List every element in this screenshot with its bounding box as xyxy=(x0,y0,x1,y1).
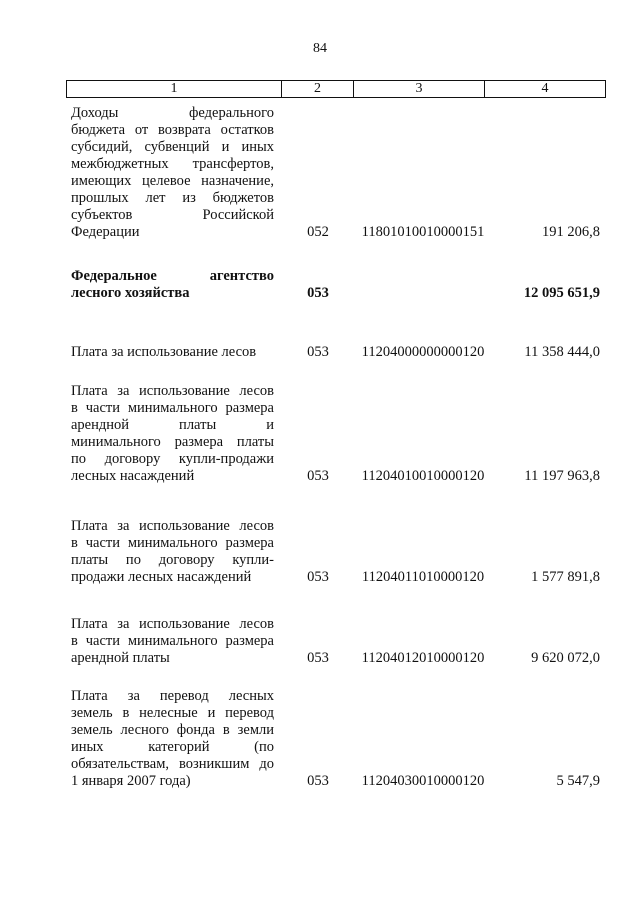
description-line: в части минимального размера xyxy=(71,535,274,551)
column-header-1: 1 xyxy=(67,81,282,97)
description-line: 1 января 2007 года) xyxy=(71,773,191,789)
amount: 1 577 891,8 xyxy=(531,569,600,585)
budget-class-code: 11204000000000120 xyxy=(361,344,485,360)
row-description xyxy=(71,268,274,302)
description-line: субсидий, субвенций и иных xyxy=(71,139,274,155)
description-line: субъектов Российской xyxy=(71,207,274,223)
table-row xyxy=(66,100,606,241)
admin-code: 053 xyxy=(307,569,329,585)
row-description xyxy=(71,105,274,241)
description-line: бюджета от возврата остатков xyxy=(71,122,274,138)
description-line: земель в нелесные и перевод xyxy=(71,705,274,721)
table-row xyxy=(66,516,606,586)
table-row xyxy=(66,381,606,485)
budget-class-code: 11204012010000120 xyxy=(361,650,485,666)
description-line: лесного хозяйства xyxy=(71,285,190,301)
description-line: лесных насаждений xyxy=(71,468,195,484)
budget-class-code: 11204010010000120 xyxy=(361,468,485,484)
budget-class-code: 11204030010000120 xyxy=(361,773,485,789)
budget-class-code: 11801010010000151 xyxy=(361,224,485,240)
description-line: продажи лесных насаждений xyxy=(71,569,252,585)
row-description xyxy=(71,688,274,790)
description-line: земель лесного фонда в земли xyxy=(71,722,274,738)
description-line: Доходы федерального xyxy=(71,105,274,121)
description-line: арендной платы и xyxy=(71,417,274,433)
description-line: Плата за использование лесов xyxy=(71,383,274,399)
table-row xyxy=(66,614,606,667)
column-header-3: 3 xyxy=(354,81,485,97)
row-description xyxy=(71,616,274,667)
description-line: имеющих целевое назначение, xyxy=(71,173,274,189)
admin-code: 053 xyxy=(307,344,329,360)
column-header-4: 4 xyxy=(541,81,549,96)
description-line: Плата за использование лесов xyxy=(71,616,274,632)
description-line: прошлых лет из бюджетов xyxy=(71,190,274,206)
description-line: иных категорий (по xyxy=(71,739,274,755)
description-line: в части минимального размера xyxy=(71,400,274,416)
table-header xyxy=(66,80,606,98)
table-row xyxy=(66,266,606,302)
description-line: в части минимального размера xyxy=(71,633,274,649)
description-line: обязательствам, возникшим до xyxy=(71,756,274,772)
description-line: арендной платы xyxy=(71,650,170,666)
description-line: Федеральное агентство xyxy=(71,268,274,284)
row-description xyxy=(71,518,274,586)
column-header-2: 2 xyxy=(282,81,354,97)
description-line: Федерации xyxy=(71,224,140,240)
description-line: по договору купли-продажи xyxy=(71,451,274,467)
description-line: межбюджетных трансфертов, xyxy=(71,156,274,172)
admin-code: 052 xyxy=(307,224,329,240)
budget-class-code: 11204011010000120 xyxy=(361,569,485,585)
amount: 191 206,8 xyxy=(542,224,600,240)
amount: 12 095 651,9 xyxy=(523,285,600,301)
amount: 9 620 072,0 xyxy=(531,650,600,666)
admin-code: 053 xyxy=(307,650,329,666)
admin-code: 053 xyxy=(307,468,329,484)
description-line: Плата за использование лесов xyxy=(71,518,274,534)
row-description xyxy=(71,383,274,485)
description-line: Плата за использование лесов xyxy=(71,344,257,360)
description-line: минимального размера платы xyxy=(71,434,274,450)
admin-code: 053 xyxy=(307,285,329,301)
table-row xyxy=(66,686,606,790)
row-description xyxy=(71,344,274,361)
page-number: 84 xyxy=(313,41,327,56)
amount: 11 197 963,8 xyxy=(524,468,600,484)
amount: 11 358 444,0 xyxy=(524,344,600,360)
admin-code: 053 xyxy=(307,773,329,789)
description-line: платы по договору купли- xyxy=(71,552,274,568)
amount: 5 547,9 xyxy=(556,773,600,789)
description-line: Плата за перевод лесных xyxy=(71,688,274,704)
table-row xyxy=(66,343,606,361)
